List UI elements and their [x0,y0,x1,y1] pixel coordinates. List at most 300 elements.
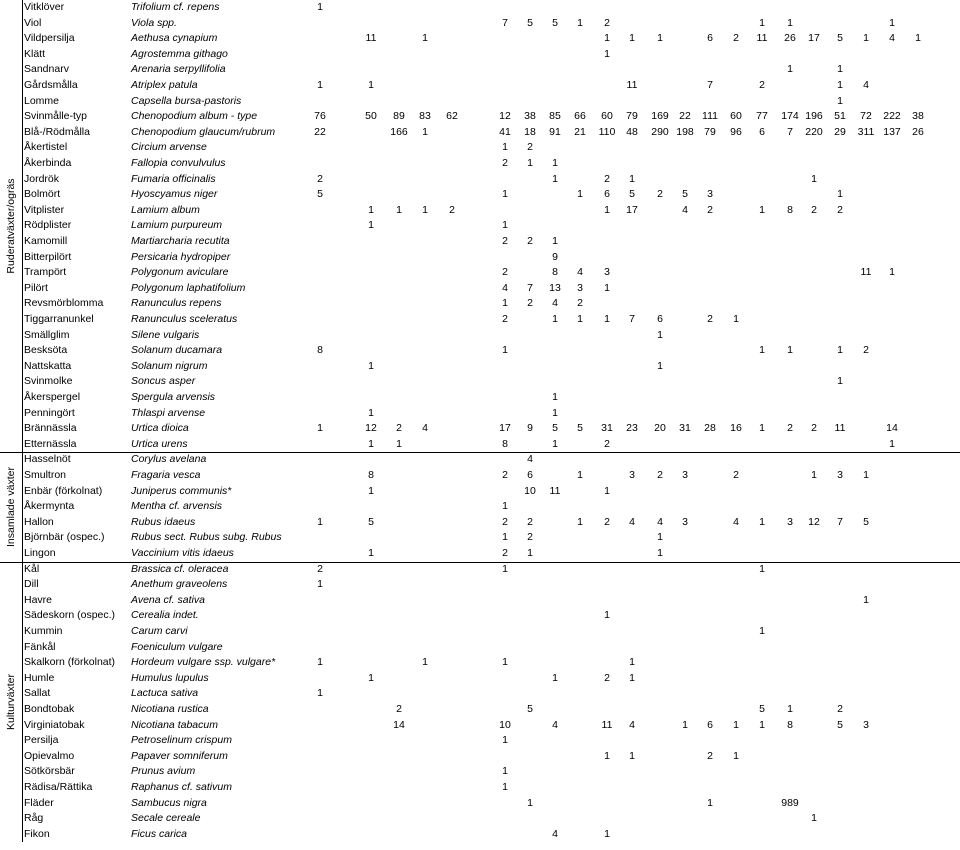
group-divider [0,452,960,453]
count-cell: 1 [759,562,765,575]
latin-name: Fallopia convulvulus [131,157,226,169]
common-name: Vitplister [24,203,65,216]
count-cell: 3 [577,281,583,294]
count-cell: 12 [808,515,820,528]
count-cell: 1 [552,172,558,185]
table-row [24,452,960,468]
table-row [24,187,960,203]
table-row [24,359,960,375]
count-cell: 1 [837,375,843,388]
count-cell: 1 [552,391,558,403]
table-row [24,811,960,827]
count-cell: 11 [601,718,613,731]
latin-name: Circium arvense [131,141,207,154]
common-name: Svinmålle-typ [24,110,88,123]
latin-name: Juniperus communis* [131,484,232,497]
count-cell: 2 [502,266,508,279]
count-cell: 1 [552,235,558,247]
count-cell: 1 [552,406,558,419]
count-cell: 1 [657,547,663,559]
count-cell: 3 [682,469,688,481]
table-row [24,156,960,172]
count-cell: 110 [598,125,616,138]
count-cell: 2 [396,422,402,435]
common-name: Persilja [24,734,59,747]
count-cell: 1 [707,796,713,809]
count-cell: 1 [657,359,663,372]
latin-name: Nicotiana rustica [131,703,209,715]
count-cell: 2 [657,469,663,481]
table-row [24,296,960,312]
latin-name: Polygonum aviculare [131,266,229,279]
count-cell: 1 [837,344,843,357]
count-cell: 60 [730,110,742,123]
latin-name: Papaver somniferum [131,749,228,762]
common-name: Åkertistel [24,141,68,154]
group-label: Ruderatväxter/ogräs [5,178,17,274]
common-name: Bondtobak [24,703,75,715]
count-cell: 50 [365,110,377,123]
table-row [24,562,960,578]
count-cell: 8 [552,266,558,279]
count-cell: 1 [759,16,765,29]
common-name: Råg [24,812,44,825]
count-cell: 1 [837,94,843,107]
latin-name: Trifolium cf. repens [131,1,220,13]
latin-name: Agrostemma githago [131,47,228,60]
count-cell: 4 [422,422,428,435]
table-row [24,94,960,110]
table-row [24,62,960,78]
table-row [24,16,960,32]
count-cell: 7 [502,16,508,29]
table-row [24,718,960,734]
count-cell: 1 [502,656,508,669]
count-cell: 4 [502,281,508,294]
count-cell: 1 [837,188,843,201]
count-cell: 17 [499,422,511,435]
count-cell: 1 [527,796,533,809]
count-cell: 85 [549,110,561,123]
count-cell: 4 [552,827,558,840]
latin-name: Solanum ducamara [131,344,223,357]
count-cell: 3 [707,188,713,201]
count-cell: 1 [733,749,739,762]
count-cell: 11 [756,32,768,45]
latin-name: Capsella bursa-pastoris [131,94,242,107]
count-cell: 48 [626,125,638,138]
count-cell: 22 [679,110,691,123]
latin-name: Carum carvi [131,625,188,637]
count-cell: 137 [883,125,901,138]
latin-name: Viola spp. [131,16,177,29]
latin-name: Fumaria officinalis [131,172,216,185]
count-cell: 169 [651,110,669,123]
count-cell: 5 [837,32,843,45]
count-cell: 989 [781,796,799,809]
count-cell: 2 [449,203,455,216]
latin-name: Persicaria hydropiper [131,250,231,263]
count-cell: 6 [657,313,663,325]
count-cell: 220 [805,125,823,138]
latin-name: Fragaria vesca [131,469,201,481]
count-cell: 1 [422,203,428,216]
common-name: Dill [24,578,39,591]
common-name: Penningört [24,406,75,419]
count-cell: 1 [759,718,765,731]
table-row [24,328,960,344]
latin-name: Anethum graveolens [131,578,228,591]
count-cell: 1 [733,313,739,325]
count-cell: 4 [682,203,688,216]
common-name: Sötkörsbär [24,765,75,778]
count-cell: 5 [317,188,323,201]
label-column-border [22,0,23,842]
common-name: Hasselnöt [24,453,71,466]
count-cell: 8 [317,344,323,357]
count-cell: 10 [524,484,536,497]
count-cell: 1 [368,547,374,559]
count-cell: 1 [787,344,793,357]
count-cell: 2 [733,32,739,45]
count-cell: 1 [629,749,635,762]
count-cell: 1 [787,703,793,715]
count-cell: 9 [552,250,558,263]
count-cell: 2 [502,235,508,247]
count-cell: 1 [502,344,508,357]
common-name: Nattskatta [24,359,72,372]
latin-name: Rubus sect. Rubus subg. Rubus [131,531,282,544]
count-cell: 1 [787,63,793,76]
latin-name: Avena cf. sativa [131,593,205,606]
count-cell: 3 [682,515,688,528]
common-name: Sallat [24,687,51,700]
count-cell: 7 [707,79,713,91]
count-cell: 1 [552,157,558,169]
latin-name: Hordeum vulgare ssp. vulgare* [131,656,276,669]
count-cell: 4 [577,266,583,279]
table-row [24,281,960,297]
count-cell: 10 [499,718,511,731]
count-cell: 2 [863,344,869,357]
count-cell: 1 [811,172,817,185]
count-cell: 2 [657,188,663,201]
latin-name: Lamium purpureum [131,219,223,232]
count-cell: 1 [577,313,583,325]
common-name: Brännässla [24,422,77,435]
count-cell: 79 [626,110,638,123]
count-cell: 1 [889,437,895,450]
count-cell: 1 [759,625,765,637]
count-cell: 222 [883,110,901,123]
count-cell: 8 [502,437,508,450]
count-cell: 1 [629,671,635,684]
latin-name: Petroselinum crispum [131,734,232,747]
count-cell: 14 [393,718,405,731]
table-row [24,702,960,718]
table-row [24,655,960,671]
common-name: Bolmört [24,188,61,201]
count-cell: 1 [577,469,583,481]
count-cell: 2 [527,531,533,544]
latin-name: Sambucus nigra [131,796,207,809]
count-cell: 290 [651,125,669,138]
common-name: Björnbär (ospec.) [24,531,105,544]
table-row [24,515,960,531]
latin-name: Raphanus cf. sativum [131,781,232,793]
latin-name: Prunus avium [131,765,196,778]
count-cell: 5 [863,515,869,528]
count-cell: 2 [577,297,583,310]
latin-name: Ranunculus sceleratus [131,313,238,325]
count-cell: 1 [368,79,374,91]
count-cell: 1 [657,328,663,341]
count-cell: 96 [730,125,742,138]
count-cell: 1 [502,188,508,201]
count-cell: 1 [577,515,583,528]
count-cell: 1 [889,16,895,29]
table-row [24,749,960,765]
count-cell: 1 [604,749,610,762]
count-cell: 174 [781,110,799,123]
common-name: Revsmörblomma [24,297,104,310]
table-row [24,640,960,656]
count-cell: 1 [863,593,869,606]
count-cell: 1 [604,609,610,622]
count-cell: 1 [317,578,323,591]
count-cell: 31 [679,422,691,435]
group-label: Insamlade växter [5,467,17,547]
latin-name: Corylus avelana [131,453,207,466]
count-cell: 2 [502,515,508,528]
group-divider [0,562,960,563]
count-cell: 1 [317,515,323,528]
count-cell: 2 [502,313,508,325]
latin-name: Lamium album [131,203,200,216]
count-cell: 1 [837,79,843,91]
common-name: Lingon [24,547,56,559]
common-name: Svinmolke [24,375,73,388]
count-cell: 6 [604,188,610,201]
count-cell: 1 [368,219,374,232]
count-cell: 38 [912,110,924,123]
count-cell: 21 [574,125,586,138]
count-cell: 1 [629,172,635,185]
latin-name: Lactuca sativa [131,687,199,700]
common-name: Besksöta [24,344,68,357]
count-cell: 2 [837,203,843,216]
common-name: Kål [24,562,40,575]
latin-name: Humulus lupulus [131,671,209,684]
latin-name: Nicotiana tabacum [131,718,218,731]
count-cell: 1 [604,203,610,216]
count-cell: 1 [604,827,610,840]
count-cell: 1 [502,734,508,747]
count-cell: 1 [629,656,635,669]
count-cell: 1 [811,812,817,825]
count-cell: 16 [730,422,742,435]
count-cell: 29 [834,125,846,138]
count-cell: 31 [601,422,613,435]
common-name: Fläder [24,796,54,809]
latin-name: Brassica cf. oleracea [131,562,229,575]
latin-name: Martiarcharia recutita [131,235,230,247]
count-cell: 5 [368,515,374,528]
table-row [24,796,960,812]
common-name: Vildpersilja [24,32,75,45]
count-cell: 1 [502,219,508,232]
count-cell: 2 [604,515,610,528]
latin-name: Atriplex patula [131,79,198,91]
count-cell: 79 [704,125,716,138]
count-cell: 2 [502,469,508,481]
count-cell: 1 [604,281,610,294]
latin-name: Soncus asper [131,375,196,388]
table-row [24,31,960,47]
latin-name: Ficus carica [131,827,188,840]
count-cell: 2 [707,313,713,325]
count-cell: 51 [834,110,846,123]
count-cell: 12 [365,422,377,435]
common-name: Rödplister [24,219,72,232]
count-cell: 3 [787,515,793,528]
common-name: Opievalmo [24,749,75,762]
count-cell: 62 [446,110,458,123]
count-cell: 4 [527,453,533,466]
common-name: Smultron [24,469,67,481]
count-cell: 1 [317,1,323,13]
count-cell: 41 [499,125,511,138]
count-cell: 1 [552,437,558,450]
count-cell: 1 [759,203,765,216]
latin-name: Chenopodium album - type [131,110,258,123]
count-cell: 5 [552,422,558,435]
latin-name: Spergula arvensis [131,391,216,403]
count-cell: 1 [915,32,921,45]
count-cell: 2 [811,422,817,435]
count-cell: 1 [422,656,428,669]
table-row [24,0,960,16]
count-cell: 2 [604,671,610,684]
latin-name: Thlaspi arvense [131,406,206,419]
count-cell: 11 [860,266,872,279]
count-cell: 26 [912,125,924,138]
table-row [24,234,960,250]
common-name: Hallon [24,515,54,528]
table-row [24,421,960,437]
count-cell: 6 [759,125,765,138]
table-row [24,374,960,390]
count-cell: 2 [317,172,323,185]
common-name: Åkerspergel [24,391,81,403]
common-name: Lomme [24,94,60,107]
common-name: Smällglim [24,328,70,341]
count-cell: 4 [552,297,558,310]
table-row [24,140,960,156]
count-cell: 1 [502,562,508,575]
count-cell: 4 [657,515,663,528]
count-cell: 2 [527,235,533,247]
count-cell: 2 [502,157,508,169]
table-row [24,468,960,484]
count-cell: 1 [396,203,402,216]
common-name: Vitklöver [24,1,65,13]
table-row [24,437,960,453]
count-cell: 1 [527,547,533,559]
count-cell: 311 [857,125,875,138]
count-cell: 23 [626,422,638,435]
count-cell: 2 [604,437,610,450]
count-cell: 5 [577,422,583,435]
latin-name: Cerealia indet. [131,609,199,622]
count-cell: 5 [552,16,558,29]
count-cell: 11 [626,79,638,91]
count-cell: 1 [368,359,374,372]
count-cell: 1 [787,16,793,29]
common-name: Havre [24,593,53,606]
count-cell: 13 [549,281,561,294]
table-row [24,733,960,749]
common-name: Virginiatobak [24,718,85,731]
table-row [24,78,960,94]
count-cell: 1 [502,781,508,793]
common-name: Viol [24,16,42,29]
count-cell: 1 [368,671,374,684]
count-cell: 166 [390,125,408,138]
count-cell: 2 [527,515,533,528]
count-cell: 1 [733,718,739,731]
latin-name: Secale cereale [131,812,201,825]
latin-name: Silene vulgaris [131,328,200,341]
common-name: Trampört [24,266,67,279]
table-row [24,577,960,593]
count-cell: 198 [676,125,694,138]
table-row [24,780,960,796]
count-cell: 5 [759,703,765,715]
count-cell: 1 [863,469,869,481]
count-cell: 4 [863,79,869,91]
common-name: Enbär (förkolnat) [24,484,103,497]
count-cell: 1 [604,484,610,497]
count-cell: 1 [552,313,558,325]
count-cell: 89 [393,110,405,123]
count-cell: 1 [422,32,428,45]
count-cell: 1 [396,437,402,450]
count-cell: 1 [604,313,610,325]
count-cell: 8 [787,203,793,216]
latin-name: Arenaria serpyllifolia [131,63,226,76]
count-cell: 1 [759,344,765,357]
count-cell: 2 [317,562,323,575]
group-label: Kulturväxter [5,673,17,730]
count-cell: 2 [707,203,713,216]
count-cell: 7 [527,281,533,294]
table-row [24,218,960,234]
common-name: Bitterpilört [24,250,72,263]
count-cell: 18 [524,125,536,138]
count-cell: 7 [629,313,635,325]
count-cell: 2 [502,547,508,559]
common-name: Fikon [24,827,50,840]
common-name: Kummin [24,625,63,637]
count-cell: 1 [759,422,765,435]
count-cell: 111 [702,110,718,123]
count-cell: 1 [317,687,323,700]
count-cell: 76 [314,110,326,123]
count-cell: 7 [787,125,793,138]
common-name: Etternässla [24,437,77,450]
latin-name: Vaccinium vitis idaeus [131,547,234,559]
